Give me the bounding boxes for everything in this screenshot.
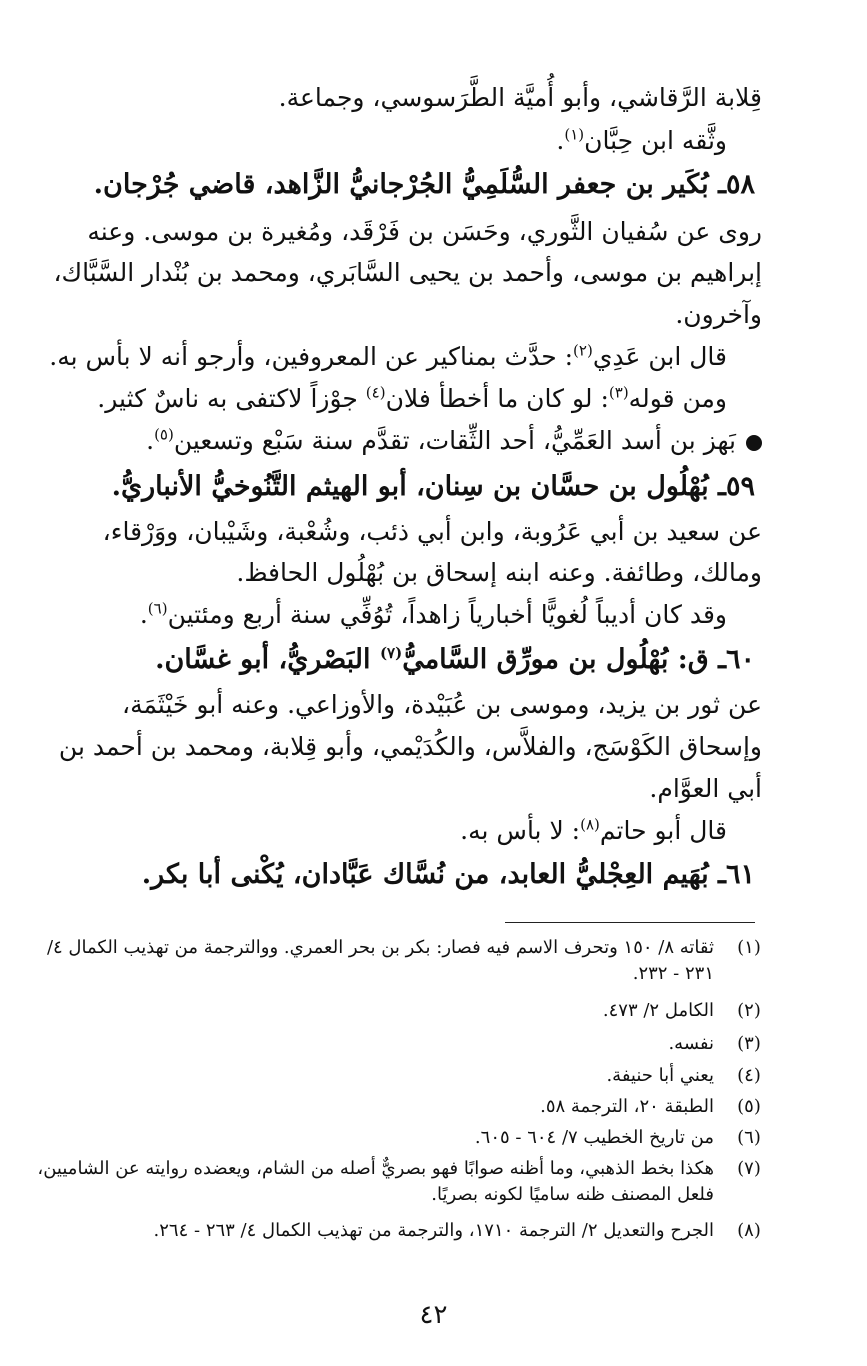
footnote-mark-3: (٣) bbox=[608, 383, 629, 402]
page-number: ٤٢ bbox=[419, 1300, 448, 1330]
footnote-6 bbox=[30, 1125, 762, 1151]
footnote-mark-8: (٨) bbox=[580, 815, 600, 834]
entry-heading-59: ٥٩ـ بُهْلُول بن حسَّان بن سِنان، أبو الهيثم التَّنُوخيُّ الأنباريُّ. bbox=[111, 471, 755, 502]
body-line-7: قال ابن عَدِي$^{(٢)}$: حدَّث بمناكير عن المعروفين، وأرجو أنه لا بأس به. bbox=[49, 341, 727, 371]
body-line-12: ومالك، وطائفة. وعنه ابنه إسحاق بن بُهْلُول الحافظ. bbox=[236, 558, 762, 587]
body-line-11: عن سعيد بن أبي عَرُوبة، وابن أبي ذئب، وشُعْبة، وشَيْبان، ووَرْقاء، bbox=[102, 517, 762, 546]
body-line-13: وقد كان أديباً لُغويًّا أخبارياً زاهداً، تُوُفِّي سنة أربع ومئتين$^{(٦)}$. bbox=[139, 599, 727, 629]
body-line-5: إبراهيم بن موسى، وأحمد بن يحيى السَّابَري، ومحمد بن بُنْدار السَّبَّاك، bbox=[53, 258, 762, 287]
body-line-15: عن ثور بن يزيد، وموسى بن عُبَيْدة، والأوزاعي. وعنه أبو خَيْثَمَة، bbox=[122, 690, 762, 719]
footnote-text: هكذا بخط الذهبي، وما أظنه صوابًا فهو بصريٌّ أصله من الشام، ويعضده روايته عن الشاميين، فلعل المصنف ظنه ساميًا لكونه بصريًا. bbox=[37, 1158, 714, 1205]
footnote-mark-7: (٧) bbox=[379, 644, 403, 662]
footnote-number: (٤) bbox=[737, 1065, 761, 1086]
body-line-1: قِلابة الرَّقاشي، وأبو أُميَّة الطَّرَسوسي، وجماعة. bbox=[278, 83, 762, 112]
footnote-1 bbox=[30, 935, 762, 987]
footnote-text: يعني أبا حنيفة. bbox=[606, 1065, 714, 1086]
footnote-mark-1: (١) bbox=[564, 125, 585, 144]
bullet-icon bbox=[746, 435, 762, 451]
body-line-6: وآخرون. bbox=[675, 300, 762, 329]
footnote-number: (١) bbox=[737, 937, 761, 958]
body-line-9: بَهز بن أسد العَمِّيُّ، أحد الثِّقات، تقدَّم سنة سَبْع وتسعين$^{(٥)}$. bbox=[146, 426, 762, 456]
footnote-text: الجرح والتعديل ٢/ الترجمة ١٧١٠، والترجمة من تهذيب الكمال ٤/ ٢٦٣ - ٢٦٤. bbox=[153, 1220, 714, 1241]
body-line-16: وإسحاق الكَوْسَج، والفلاَّس، والكُدَيْمي، وأبو قِلابة، ومحمد بن أحمد بن bbox=[58, 732, 762, 761]
footnote-text: الكامل ٢/ ٤٧٣. bbox=[602, 1000, 714, 1021]
footnote-text: ثقاته ٨/ ١٥٠ وتحرف الاسم فيه فصار: بكر بن بحر العمري. ووالترجمة من تهذيب الكمال ٤/ ٢٣١ - ٢٣٢. bbox=[46, 937, 714, 984]
entry-heading-61: ٦١ـ بُهَيم العِجْليُّ العابد، من نُسَّاك عَبَّادان، يُكْنى أبا بكر. bbox=[141, 859, 755, 890]
footnote-number: (٢) bbox=[737, 1000, 761, 1021]
footnote-mark-6: (٦) bbox=[147, 599, 168, 618]
footnote-number: (٧) bbox=[737, 1158, 761, 1179]
footnote-divider bbox=[505, 922, 755, 923]
footnote-number: (٦) bbox=[737, 1127, 761, 1148]
footnote-text: نفسه. bbox=[668, 1033, 714, 1054]
footnote-number: (٣) bbox=[737, 1033, 761, 1054]
body-line-2: وثَّقه ابن حِبَّان$^{(١)}$. bbox=[556, 125, 727, 155]
footnote-mark-5: (٥) bbox=[154, 425, 174, 444]
footnote-4 bbox=[30, 1063, 762, 1089]
footnote-text: الطبقة ٢٠، الترجمة ٥٨. bbox=[540, 1096, 714, 1117]
footnote-number: (٨) bbox=[737, 1220, 761, 1241]
footnote-7 bbox=[30, 1156, 762, 1208]
footnote-mark-4: (٤) bbox=[365, 383, 386, 402]
entry-heading-58: ٥٨ـ بُكَير بن جعفر السُّلَمِيُّ الجُرْجانيُّ الزَّاهد، قاضي جُرْجان. bbox=[93, 169, 755, 200]
body-line-17: أبي العوَّام. bbox=[649, 774, 762, 803]
footnote-number: (٥) bbox=[737, 1096, 761, 1117]
footnote-mark-2: (٢) bbox=[573, 341, 593, 360]
footnote-3 bbox=[30, 1031, 762, 1057]
footnote-8 bbox=[30, 1218, 762, 1244]
footnote-text: من تاريخ الخطيب ٧/ ٦٠٤ - ٦٠٥. bbox=[474, 1127, 714, 1148]
entry-heading-60: ٦٠ـ ق: بُهْلُول بن مورِّق السَّاميُّ$^{(٧)}$ البَصْريُّ، أبو غسَّان. bbox=[155, 644, 755, 675]
footnote-2 bbox=[30, 998, 762, 1024]
body-line-4: روى عن سُفيان الثَّوري، وحَسَن بن فَرْقَد، ومُغيرة بن موسى. وعنه bbox=[87, 217, 762, 246]
body-line-8: ومن قوله$^{(٣)}$: لو كان ما أخطأ فلان$^{(٤)}$ جوْزاً لاكتفى به ناسٌ كثير. bbox=[97, 383, 727, 413]
body-line-18: قال أبو حاتم$^{(٨)}$: لا بأس به. bbox=[460, 815, 727, 845]
footnote-5 bbox=[30, 1094, 762, 1120]
